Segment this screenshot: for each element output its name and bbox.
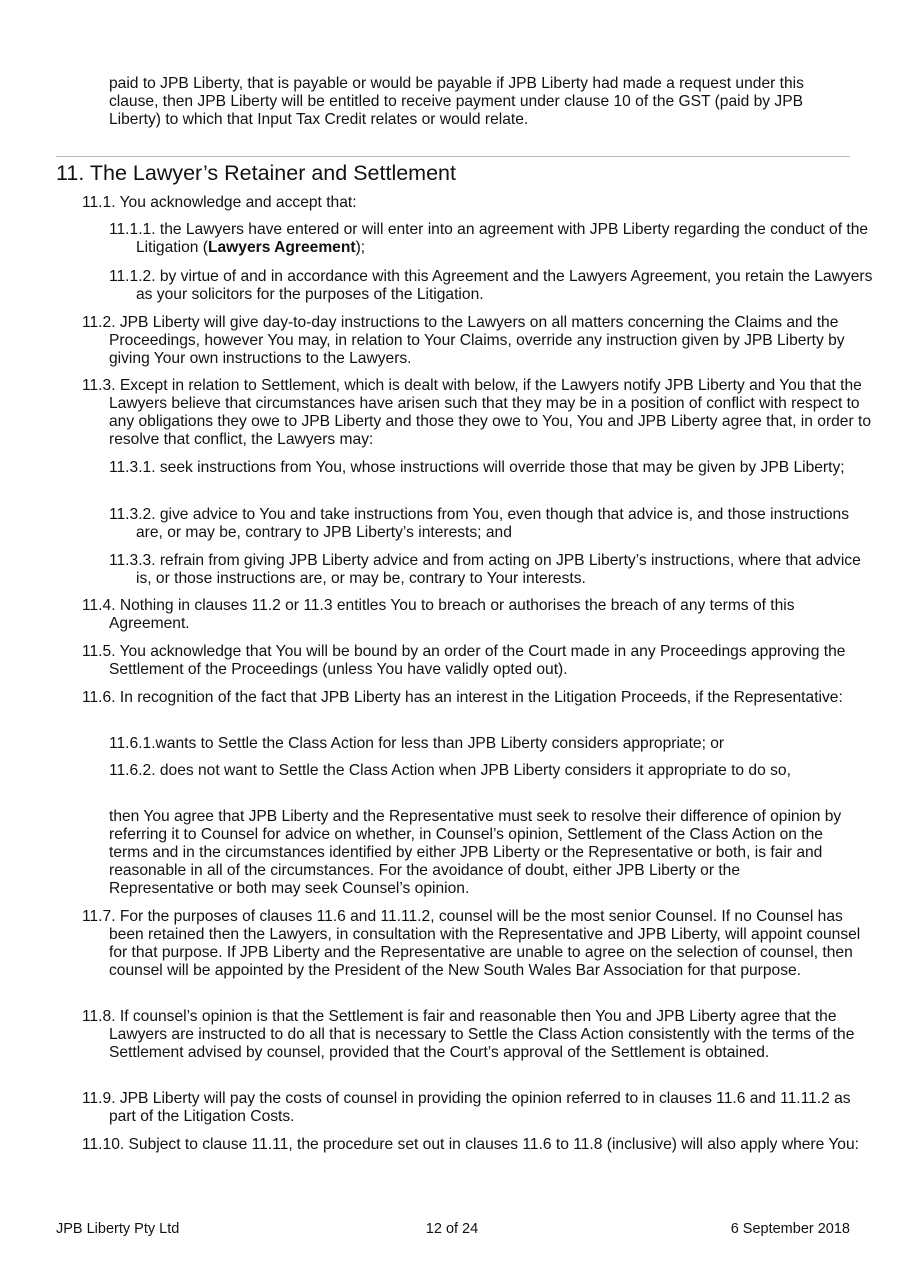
clause-11-3-1: 11.3.1. seek instructions from You, whose instructions will override those that may be given by JPB Liberty;	[109, 459, 845, 476]
clause-11-6-2: 11.6.2. does not want to Settle the Class Action when JPB Liberty considers it appropriate to do so,	[109, 762, 791, 779]
clause-11-3-2: 11.3.2. give advice to You and take instructions from You, even though that advice is, and those instructions are, or may be, contrary to JPB Liberty’s interests; and	[109, 506, 850, 541]
clause-11-6-1: 11.6.1.wants to Settle the Class Action for less than JPB Liberty considers appropriate; or	[109, 735, 725, 752]
defined-term-lawyers-agreement: Lawyers Agreement	[207, 239, 356, 256]
clause-11-2: 11.2. JPB Liberty will give day-to-day instructions to the Lawyers on all matters concerning the Claims and the Proceedings, however You may, in relation to Your Claims, override any instruction given by JPB Liberty by giving Your own instructions to the Lawyers.	[82, 314, 845, 367]
clause-11-9: 11.9. JPB Liberty will pay the costs of counsel in providing the opinion referred to in clauses 11.6 and 11.11.2 as part of the Litigation Costs.	[82, 1090, 851, 1125]
clause-11-4: 11.4. Nothing in clauses 11.2 or 11.3 entitles You to breach or authorises the breach of any terms of this Agreement.	[82, 597, 795, 632]
clause-11-7: 11.7. For the purposes of clauses 11.6 and 11.11.2, counsel will be the most senior Counsel. If no Counsel has been retained then the Lawyers, in consultation with the Representative and JPB Liberty, will appoint counsel for that purpose. If JPB Liberty and the Representative are unable to agree on the selection of counsel, then counsel will be appointed by the President of the New South Wales Bar Association for that purpose.	[82, 908, 861, 979]
footer-company: JPB Liberty Pty Ltd	[56, 1221, 180, 1237]
clause-11-1-1-text: 11.1.1. the Lawyers have entered or will enter into an agreement with JPB Liberty regarding the conduct of the Litigation (	[109, 221, 869, 256]
clause-11-6: 11.6. In recognition of the fact that JPB Liberty has an interest in the Litigation Proceeds, if the Representative:	[82, 689, 843, 706]
clause-11-6-continuation: then You agree that JPB Liberty and the Representative must seek to resolve their difference of opinion by referring it to Counsel for advice on whether, in Counsel’s opinion, Settlement of the Class Action on the terms and in the circumstances identified by either JPB Liberty or the Representative or both, is fair and reasonable in all of the circumstances. For the avoidance of doubt, either JPB Liberty or the Representative or both may seek Counsel’s opinion.	[109, 808, 842, 897]
clause-11-3-3: 11.3.3. refrain from giving JPB Liberty advice and from acting on JPB Liberty’s instructions, where that advice is, or those instructions are, or may be, contrary to Your interests.	[109, 552, 861, 587]
clause-11-1-1-end: );	[355, 239, 366, 256]
intro-paragraph: paid to JPB Liberty, that is payable or would be payable if JPB Liberty had made a request under this clause, then JPB Liberty will be entitled to receive payment under clause 10 of the GST (paid by JPB Liberty) to which that Input Tax Credit relates or would relate.	[109, 75, 804, 128]
section-heading: 11. The Lawyer’s Retainer and Settlement	[56, 161, 456, 185]
clause-11-10: 11.10. Subject to clause 11.11, the procedure set out in clauses 11.6 to 11.8 (inclusive) will also apply where You:	[82, 1136, 859, 1153]
clause-11-8: 11.8. If counsel’s opinion is that the Settlement is fair and reasonable then You and JPB Liberty agree that the Lawyers are instructed to do all that is necessary to Settle the Class Action consistently with the terms of the Settlement advised by counsel, provided that the Court’s approval of the Settlement is obtained.	[82, 1008, 855, 1061]
clause-11-1-1	[109, 221, 877, 257]
section-divider	[56, 156, 850, 157]
clause-11-5: 11.5. You acknowledge that You will be bound by an order of the Court made in any Proceedings approving the Settlement of the Proceedings (unless You have validly opted out).	[82, 643, 846, 678]
footer-date: 6 September 2018	[730, 1221, 850, 1237]
clause-11-3: 11.3. Except in relation to Settlement, which is dealt with below, if the Lawyers notify JPB Liberty and You that the Lawyers believe that circumstances have arisen such that they may be in a position of conflict with respect to any obligations they owe to JPB Liberty and those they owe to You, You and JPB Liberty agree that, in order to resolve that conflict, the Lawyers may:	[82, 377, 872, 448]
clause-11-1-2: 11.1.2. by virtue of and in accordance with this Agreement and the Lawyers Agreement, you retain the Lawyers as your solicitors for the purposes of the Litigation.	[109, 268, 873, 303]
footer-page-number: 12 of 24	[425, 1221, 479, 1237]
clause-11-1: 11.1. You acknowledge and accept that:	[82, 194, 357, 211]
